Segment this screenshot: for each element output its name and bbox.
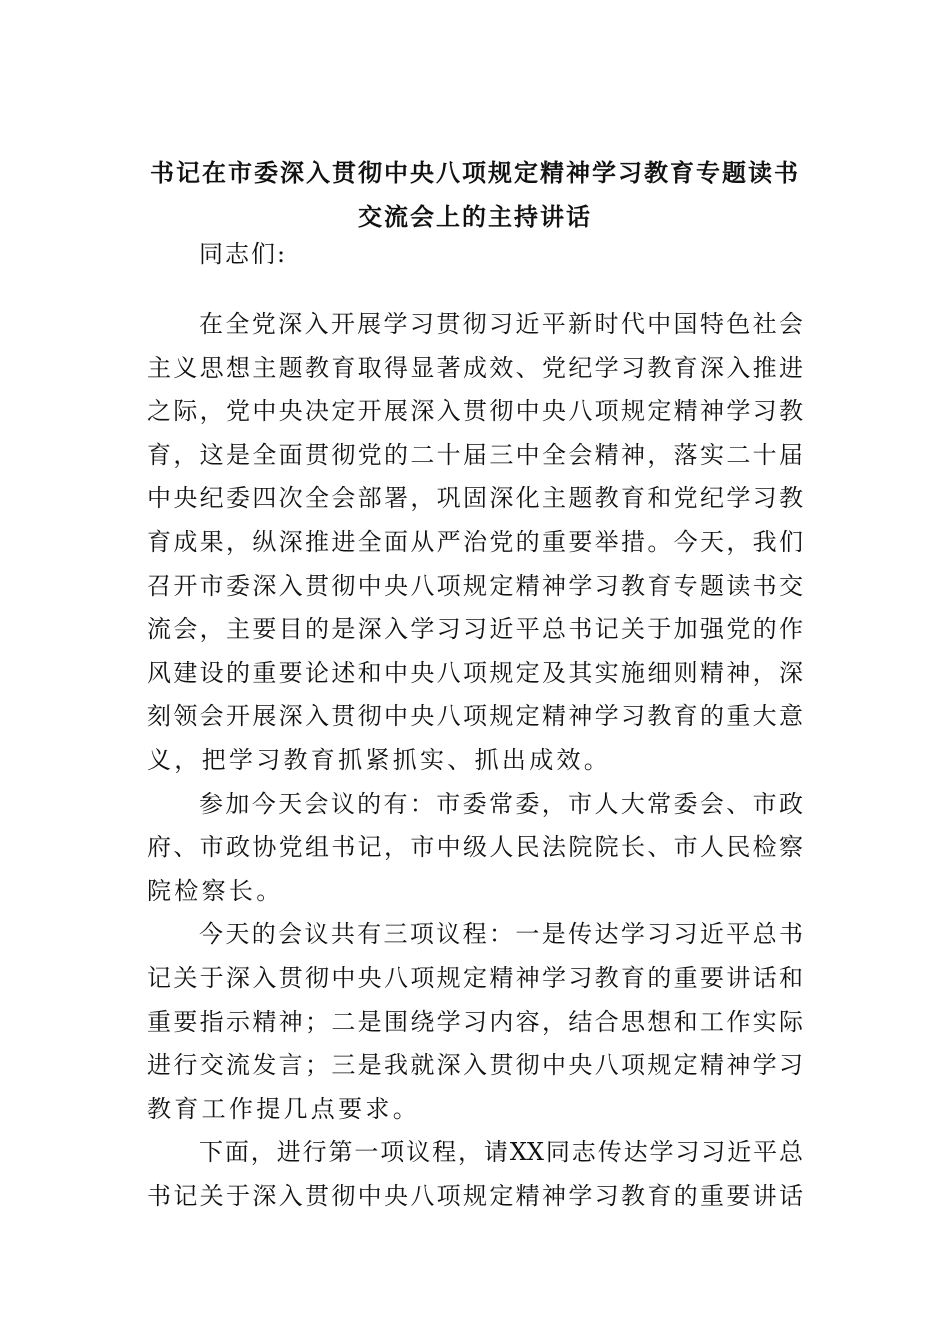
paragraph-line: 育，这是全面贯彻党的二十届三中全会精神，落实二十届	[147, 440, 803, 469]
paragraph	[147, 913, 803, 1131]
paragraph-line: 教育工作提几点要求。	[147, 1094, 420, 1123]
paragraph-line: 参加今天会议的有：市委常委，市人大常委会、市政	[199, 789, 803, 818]
paragraph-line: 重要指示精神；二是围绕学习内容，结合思想和工作实际	[147, 1007, 803, 1036]
paragraph-line: 书记关于深入贯彻中央八项规定精神学习教育的重要讲话	[147, 1181, 803, 1210]
paragraph-line: 院检察长。	[147, 876, 284, 905]
paragraph-line: 之际，党中央决定开展深入贯彻中央八项规定精神学习教	[147, 397, 803, 426]
greeting: 同志们:	[199, 240, 288, 268]
document-title-line-1: 书记在市委深入贯彻中央八项规定精神学习教育专题读书	[150, 158, 800, 187]
paragraph	[147, 303, 803, 783]
paragraph-line: 召开市委深入贯彻中央八项规定精神学习教育专题读书交	[147, 571, 803, 600]
paragraph-line: 刻领会开展深入贯彻中央八项规定精神学习教育的重大意	[147, 702, 803, 731]
paragraph-line: 今天的会议共有三项议程：一是传达学习习近平总书	[199, 920, 803, 949]
paragraph	[147, 1131, 803, 1218]
paragraph-line: 中央纪委四次全会部署，巩固深化主题教育和党纪学习教	[147, 484, 803, 513]
paragraph	[147, 783, 803, 914]
document-body	[147, 303, 803, 1218]
paragraph-line: 义，把学习教育抓紧抓实、抓出成效。	[147, 745, 612, 774]
paragraph-line: 记关于深入贯彻中央八项规定精神学习教育的重要讲话和	[147, 963, 803, 992]
paragraph-line: 风建设的重要论述和中央八项规定及其实施细则精神，深	[147, 658, 803, 687]
paragraph-line: 育成果，纵深推进全面从严治党的重要举措。今天，我们	[147, 527, 803, 556]
paragraph-line: 流会，主要目的是深入学习习近平总书记关于加强党的作	[147, 615, 803, 644]
paragraph-line: 下面，进行第一项议程，请XX同志传达学习习近平总	[199, 1138, 803, 1167]
paragraph-line: 府、市政协党组书记，市中级人民法院院长、市人民检察	[147, 833, 803, 862]
paragraph-line: 在全党深入开展学习贯彻习近平新时代中国特色社会	[199, 310, 803, 338]
paragraph-line: 进行交流发言；三是我就深入贯彻中央八项规定精神学习	[147, 1051, 803, 1080]
paragraph-line: 主义思想主题教育取得显著成效、党纪学习教育深入推进	[147, 353, 803, 382]
document-title-line-2: 交流会上的主持讲话	[358, 202, 592, 231]
